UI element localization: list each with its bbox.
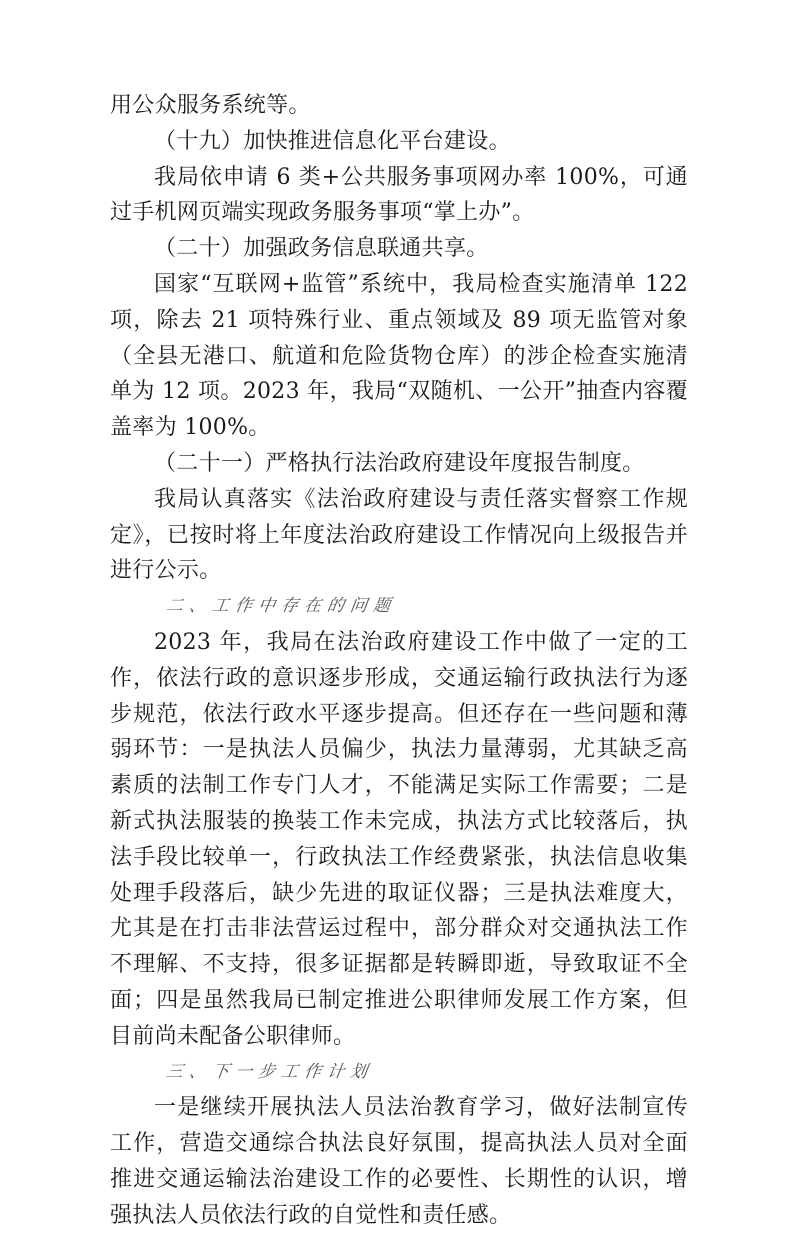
paragraph-continuation: 用公众服务系统等。 bbox=[110, 93, 311, 118]
handwritten-heading-next-steps: 三、下一步工作计划 bbox=[164, 1061, 375, 1082]
paragraph-annual-report: 我局认真落实《法治政府建设与责任落实督察工作规定》，已按时将上年度法治政府建设工作情况向上级报告并进行公示。 bbox=[110, 486, 688, 584]
paragraph-online-services: 我局依申请 6 类+公共服务事项网办率 100%，可通过手机网页端实现政务服务事项“掌上办”。 bbox=[110, 164, 688, 226]
paragraph-next-steps: 一是继续开展执法人员法治教育学习，做好法制宣传工作，营造交通综合执法良好氛围，提高执法人员对全面推进交通运输法治建设工作的必要性、长期性的认识，增强执法人员依法行政的自觉性和责任感。 bbox=[110, 1095, 688, 1228]
section-heading-20: （二十）加强政务信息联通共享。 bbox=[154, 236, 489, 262]
document-body bbox=[110, 88, 688, 1234]
paragraph-problems: 2023 年，我局在法治政府建设工作中做了一定的工作，依法行政的意识逐步形成，交通运输行政执法行为逐步规范，依法行政水平逐步提高。但还存在一些问题和薄弱环节：一是执法人员偏少，执法力量薄弱，尤其缺乏高素质的法制工作专门人才，不能满足实际工作需要；二是新式执法服装的换装工作未完成，执法方式比较落后，执法手段比较单一，行政执法工作经费紧张，执法信息收集处理手段落后，缺少先进的取证仪器；三是执法难度大，尤其是在打击非法营运过程中，部分群众对交通执法工作不理解、不支持，很多证据都是转瞬即逝，导致取证不全面；四是虽然我局已制定推进公职律师发展工作方案，但目前尚未配备公职律师。 bbox=[110, 629, 688, 1049]
section-heading-19: （十九）加快推进信息化平台建设。 bbox=[154, 128, 511, 154]
paragraph-supervision-list: 国家“互联网+监管”系统中，我局检查实施清单 122 项，除去 21 项特殊行业、重点领域及 89 项无监管对象（全县无港口、航道和危险货物仓库）的涉企检查实施清单为 12 项。2023 年，我局“双随机、一公开”抽查内容覆盖率为 100%。 bbox=[110, 271, 688, 441]
section-heading-21: （二十一）严格执行法治政府建设年度报告制度。 bbox=[154, 450, 645, 476]
handwritten-heading-problems: 二、工作中存在的问题 bbox=[164, 596, 398, 617]
